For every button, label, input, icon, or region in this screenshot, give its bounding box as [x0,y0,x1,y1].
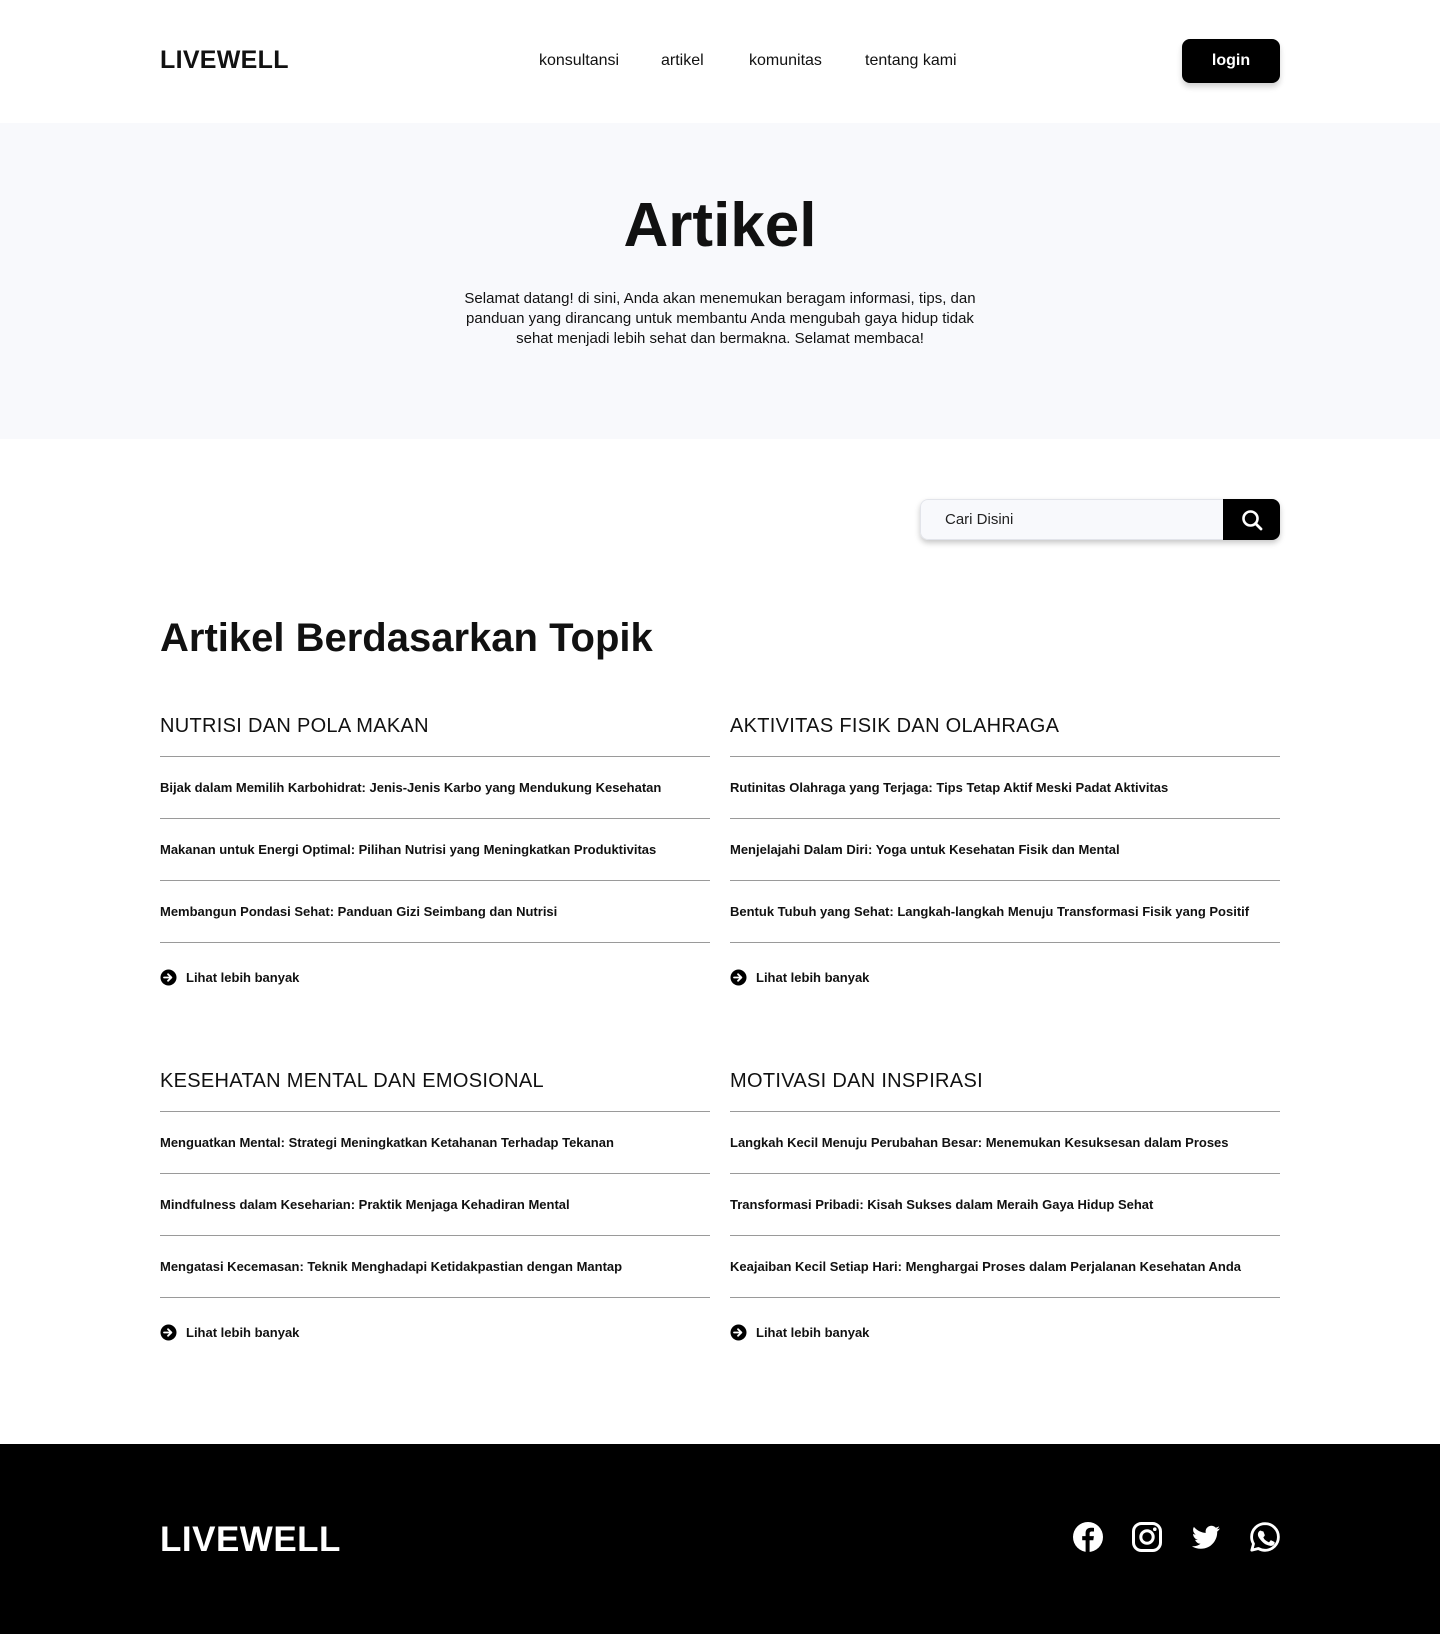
footer-logo[interactable]: LIVEWELL [160,1520,341,1559]
page-title: Artikel [623,191,817,260]
arrow-right-circle-icon [160,1324,177,1341]
article-link[interactable]: Bentuk Tubuh yang Sehat: Langkah-langkah Menuju Transformasi Fisik yang Positif [730,881,1280,943]
topic-heading: MOTIVASI DAN INSPIRASI [730,1070,983,1092]
see-more-link[interactable] [160,1324,299,1341]
see-more-link[interactable] [160,969,299,986]
article-link[interactable]: Membangun Pondasi Sehat: Panduan Gizi Seimbang dan Nutrisi [160,881,710,943]
article-link[interactable]: Rutinitas Olahraga yang Terjaga: Tips Tetap Aktif Meski Padat Aktivitas [730,757,1280,819]
nav-item-artikel[interactable]: artikel [661,52,704,69]
see-more-label: Lihat lebih banyak [186,970,300,985]
arrow-right-circle-icon [730,969,747,986]
topic-heading: KESEHATAN MENTAL DAN EMOSIONAL [160,1070,544,1092]
article-link[interactable]: Langkah Kecil Menuju Perubahan Besar: Menemukan Kesuksesan dalam Proses [730,1112,1280,1174]
article-list [160,756,710,943]
nav-item-komunitas[interactable]: komunitas [749,52,822,69]
see-more-link[interactable] [730,969,869,986]
hero-description: Selamat datang! di sini, Anda akan menemukan beragam informasi, tips, dan panduan yang dirancang untuk membantu Anda mengubah gaya hidup tidak sehat menjadi lebih sehat dan bermakna. Selamat membaca! [464,290,976,347]
login-button[interactable]: login [1182,39,1280,83]
topic-card [730,1070,1280,1350]
see-more-link[interactable] [730,1324,869,1341]
article-list [160,1111,710,1298]
see-more-label: Lihat lebih banyak [756,1325,870,1340]
facebook-icon[interactable] [1072,1521,1104,1553]
search-bar [920,499,1280,540]
whatsapp-icon[interactable] [1249,1521,1281,1553]
article-link[interactable]: Menjelajahi Dalam Diri: Yoga untuk Kesehatan Fisik dan Mental [730,819,1280,881]
site-footer [0,1444,1440,1634]
article-link[interactable]: Bijak dalam Memilih Karbohidrat: Jenis-Jenis Karbo yang Mendukung Kesehatan [160,757,710,819]
topic-card [160,715,710,995]
section-title: Artikel Berdasarkan Topik [160,616,653,660]
site-logo[interactable]: LIVEWELL [160,46,289,74]
nav-item-konsultansi[interactable]: konsultansi [539,52,620,69]
topic-heading: AKTIVITAS FISIK DAN OLAHRAGA [730,715,1060,737]
article-link[interactable]: Makanan untuk Energi Optimal: Pilihan Nutrisi yang Meningkatkan Produktivitas [160,819,710,881]
article-list [730,1111,1280,1298]
see-more-label: Lihat lebih banyak [756,970,870,985]
arrow-right-circle-icon [160,969,177,986]
search-button[interactable] [1223,499,1280,540]
see-more-label: Lihat lebih banyak [186,1325,300,1340]
nav-item-tentang-kami[interactable]: tentang kami [865,52,957,69]
hero-banner [0,123,1440,439]
article-link[interactable]: Transformasi Pribadi: Kisah Sukses dalam Meraih Gaya Hidup Sehat [730,1174,1280,1236]
search-input[interactable] [920,499,1223,540]
topic-card [160,1070,710,1350]
search-icon [1241,509,1263,531]
article-list [730,756,1280,943]
article-link[interactable]: Keajaiban Kecil Setiap Hari: Menghargai Proses dalam Perjalanan Kesehatan Anda [730,1236,1280,1298]
article-link[interactable]: Mengatasi Kecemasan: Teknik Menghadapi Ketidakpastian dengan Mantap [160,1236,710,1298]
article-link[interactable]: Menguatkan Mental: Strategi Meningkatkan Ketahanan Terhadap Tekanan [160,1112,710,1174]
instagram-icon[interactable] [1131,1521,1163,1553]
site-header [0,0,1440,123]
article-link[interactable]: Mindfulness dalam Keseharian: Praktik Menjaga Kehadiran Mental [160,1174,710,1236]
arrow-right-circle-icon [730,1324,747,1341]
topic-heading: NUTRISI DAN POLA MAKAN [160,715,429,737]
twitter-icon[interactable] [1190,1521,1222,1553]
topic-card [730,715,1280,995]
